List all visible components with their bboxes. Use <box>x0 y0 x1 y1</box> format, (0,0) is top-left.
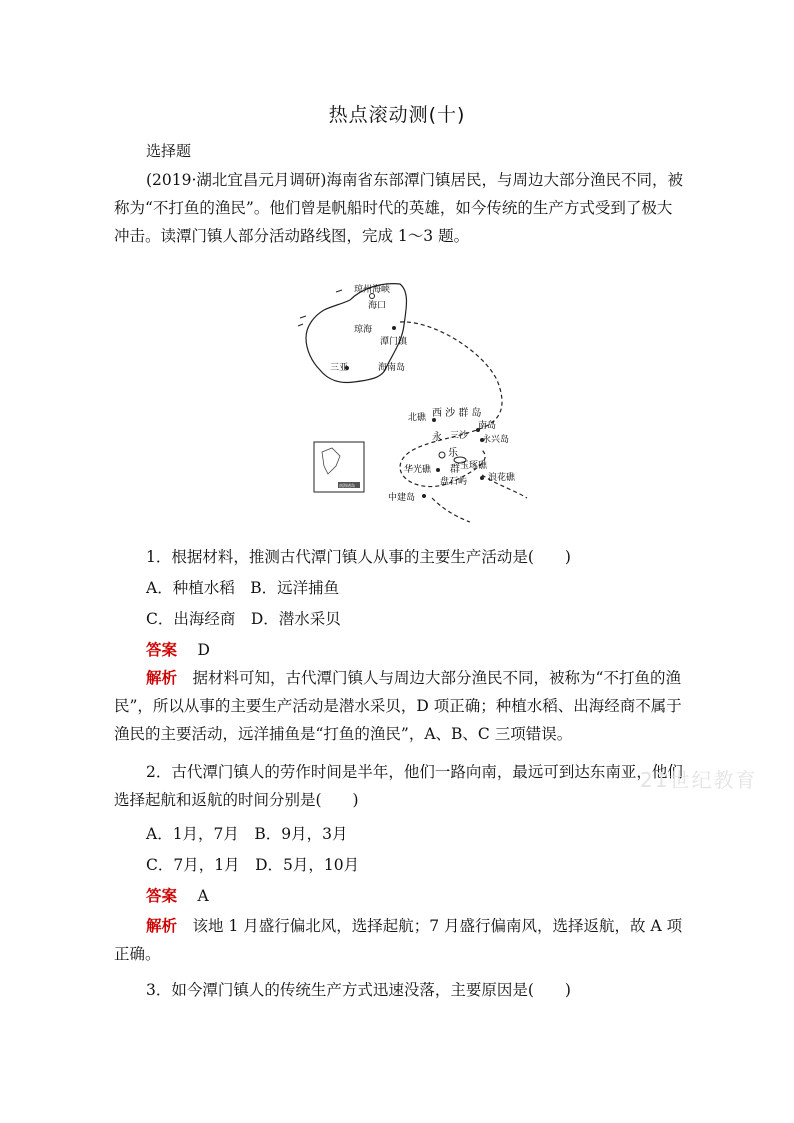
label-beijiao: 北礁 <box>408 413 427 423</box>
question-2-options-row-2: C．7月，1月 D．5月，10月 <box>146 856 360 874</box>
answer-value: D <box>197 641 210 659</box>
label-haikou: 海口 <box>368 301 387 311</box>
section-heading: 选择题 <box>146 142 192 160</box>
label-nandao: 南岛 <box>478 421 497 431</box>
intro-paragraph <box>114 166 684 250</box>
question-1-stem: 1．根据材料，推测古代潭门镇人从事的主要生产活动是( ) <box>146 548 571 566</box>
answer-label: 答案 <box>146 886 178 905</box>
label-sansha: 三沙 <box>450 431 469 441</box>
question-1-options-row-2: C．出海经商 D．潜水采贝 <box>146 610 341 628</box>
analysis-label: 解析 <box>146 668 178 687</box>
label-le: 乐 <box>448 448 458 459</box>
label-qun: 群 <box>450 464 460 475</box>
label-langhua: 浪花礁 <box>488 473 516 483</box>
analysis-text: 该地 1 月盛行偏北风，选择起航；7 月盛行偏南风，选择返航，故 A 项正确。 <box>114 917 683 963</box>
label-sanya: 三亚 <box>330 363 349 373</box>
label-qiongzhou-strait: 琼州海峡 <box>354 285 391 295</box>
question-2-stem: 2．古代潭门镇人的劳作时间是半年，他们一路向南，最远可到达东南亚，他们选择起航和返航的时间分别是( ) <box>114 763 683 809</box>
question-2-options-row-1: A．1月，7月 B．9月，3月 <box>146 825 348 843</box>
label-hainan-island: 海南岛 <box>378 363 406 373</box>
label-yuzhuo: 玉琢礁 <box>460 461 488 471</box>
question-1-options-row-1: A．种植水稻 B．远洋捕鱼 <box>146 579 340 597</box>
analysis-text: 据材料可知，古代潭门镇人与周边大部分渔民不同，被称为“不打鱼的渔民”，所以从事的主要生产活动是潜水采贝，D 项正确；种植水稻、出海经商不属于渔民的主要活动，远洋捕鱼是“打鱼的渔民”，A、B、C 三项错误。 <box>114 669 682 743</box>
route-map <box>292 270 532 525</box>
analysis-label: 解析 <box>146 916 178 935</box>
question-2-analysis <box>114 912 684 968</box>
answer-value: A <box>197 887 209 905</box>
page-title: 热点滚动测(十) <box>328 104 466 126</box>
label-xisha: 西 沙 群 岛 <box>432 408 482 419</box>
label-huaguang: 华光礁 <box>404 465 432 475</box>
answer-label: 答案 <box>146 640 178 659</box>
question-3-stem: 3．如今潭门镇人的传统生产方式迅速没落，主要原因是( ) <box>146 981 571 999</box>
label-yongxing: 永兴岛 <box>482 435 510 445</box>
label-zhongjian: 中建岛 <box>388 493 416 503</box>
label-panshiyu: 盘石屿 <box>440 477 468 487</box>
intro-text: (2019·湖北宜昌元月调研)海南省东部潭门镇居民，与周边大部分渔民不同，被称为“不打鱼的渔民”。他们曾是帆船时代的英雄，如今传统的生产方式受到了极大冲击。读潭门镇人部分活动路线图，完成 1～3 题。 <box>114 171 683 245</box>
watermark: 21世纪教育 <box>640 768 758 792</box>
label-inset-caption: 南海诸岛 <box>339 483 355 488</box>
label-qionghai: 琼海 <box>354 325 373 335</box>
question-1-answer <box>146 638 210 660</box>
route-line-3 <box>432 498 470 522</box>
label-tanmen: 潭门镇 <box>380 337 408 347</box>
question-1-analysis <box>114 664 684 748</box>
question-2-answer <box>146 884 209 906</box>
label-yong: 永 <box>432 432 442 443</box>
